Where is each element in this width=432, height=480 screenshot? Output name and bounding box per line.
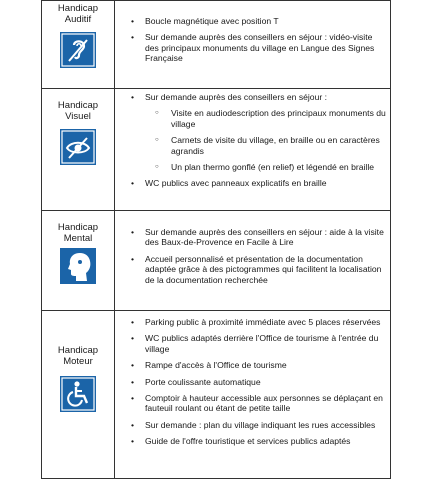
item-list (115, 92, 390, 189)
category-title (42, 100, 114, 122)
hearing-impaired-icon (60, 32, 96, 68)
sub-list-item: ○ Carnets de visite du village, en braille ou en caractères agrandis (155, 135, 386, 156)
category-title-line1: Handicap (57, 222, 99, 233)
list-item: • Sur demande : plan du village indiquant les rues accessibles (131, 420, 386, 430)
row-visual (42, 89, 391, 211)
row-hearing (42, 1, 391, 89)
category-title-line1: Handicap (57, 100, 99, 111)
cognitive-disability-icon (60, 248, 96, 284)
list-item: • Sur demande auprès des conseillers en séjour : aide à la visite des Baux-de-Provence en Facile à Lire (131, 227, 386, 248)
category-title-line1: Handicap (57, 345, 99, 356)
category-cell-visual (42, 89, 115, 211)
category-title (42, 3, 114, 25)
category-title-line2: Auditif (64, 14, 92, 25)
list-item: • Sur demande auprès des conseillers en séjour : vidéo-visite des principaux monuments du village en Langue des Signes Française (131, 32, 386, 63)
items-cell-hearing (115, 1, 391, 89)
item-list (115, 16, 390, 64)
category-title (42, 345, 114, 367)
list-item: • Accueil personnalisé et présentation de la documentation adaptée grâce à des pictogrammes qui facilitent la localisation de la documentation recherchée (131, 254, 386, 285)
category-title-line2: Mental (63, 233, 93, 244)
list-item-lead: Sur demande auprès des conseillers en séjour : (145, 92, 328, 102)
category-title-line1: Handicap (57, 3, 99, 14)
category-cell-motor (42, 311, 115, 479)
items-cell-visual (115, 89, 391, 211)
list-item: • Parking public à proximité immédiate avec 5 places réservées (131, 317, 386, 327)
category-title-line2: Visuel (65, 111, 91, 122)
items-cell-motor (115, 311, 391, 479)
accessibility-table (41, 0, 391, 479)
item-list (115, 317, 390, 447)
list-item: • WC publics adaptés derrière l'Office de tourisme à l'entrée du village (131, 333, 386, 354)
list-item: • Boucle magnétique avec position T (131, 16, 386, 26)
items-cell-mental (115, 211, 391, 311)
sub-list-item: ○ Visite en audiodescription des principaux monuments du village (155, 108, 386, 129)
category-cell-hearing (42, 1, 115, 89)
list-item: • Porte coulissante automatique (131, 377, 386, 387)
list-item (131, 92, 386, 172)
category-cell-mental (42, 211, 115, 311)
list-item: • Guide de l'offre touristique et services publics adaptés (131, 436, 386, 446)
visually-impaired-icon (60, 129, 96, 165)
list-item: • Rampe d'accès à l'Office de tourisme (131, 360, 386, 370)
row-mental (42, 211, 391, 311)
category-title-line2: Moteur (63, 356, 93, 367)
category-title (42, 222, 114, 244)
sub-list (145, 108, 386, 172)
item-list (115, 227, 390, 285)
row-motor (42, 311, 391, 479)
wheelchair-icon (60, 376, 96, 412)
sub-list-item: ○ Un plan thermo gonflé (en relief) et légendé en braille (155, 162, 386, 172)
list-item: • WC publics avec panneaux explicatifs en braille (131, 178, 386, 188)
list-item: • Comptoir à hauteur accessible aux personnes se déplaçant en fauteuil roulant ou étant de petite taille (131, 393, 386, 414)
